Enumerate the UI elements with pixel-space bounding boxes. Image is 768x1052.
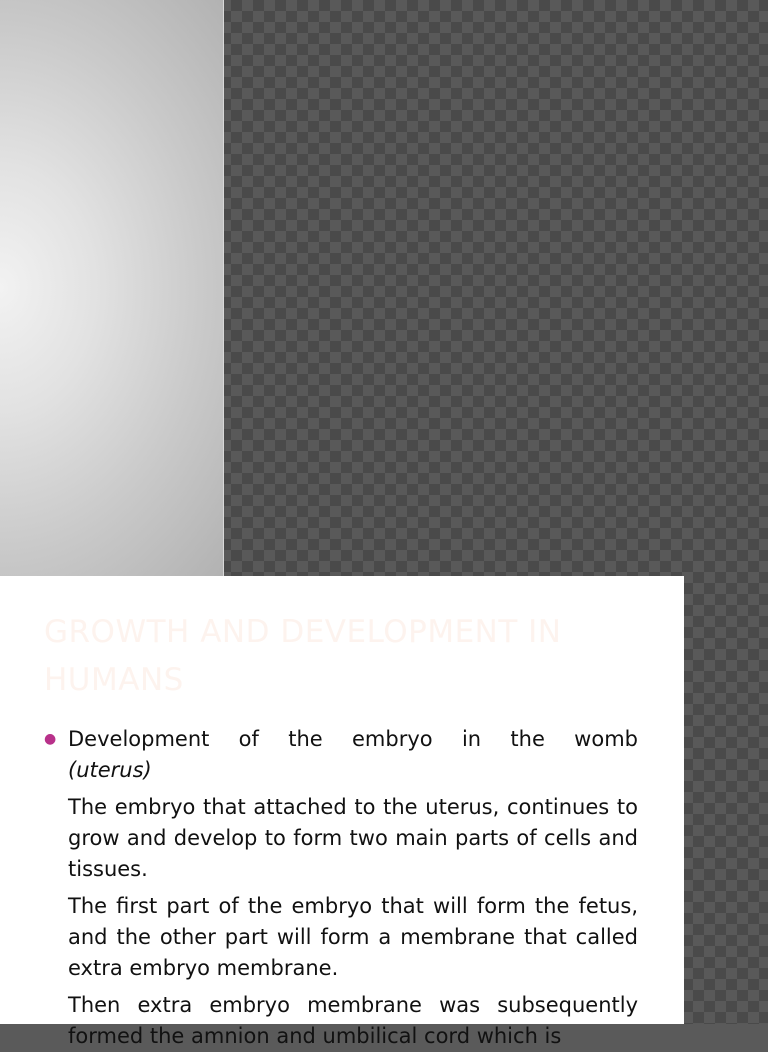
- paragraph-1: The embryo that attached to the uterus, continues to grow and develop to form two main parts of cells and tissues.: [68, 795, 638, 881]
- bullet-heading: [68, 724, 638, 786]
- bullet-heading-italic: (uterus): [68, 758, 152, 782]
- slide-title: GROWTH AND DEVELOPMENT IN HUMANS: [44, 614, 562, 698]
- content-panel: [0, 576, 684, 1048]
- left-gradient-panel: [0, 0, 224, 576]
- bullet-item: [44, 724, 638, 1052]
- bullet-heading-text: Development of the embryo in the womb: [68, 727, 638, 751]
- paragraph-2: The first part of the embryo that will form the fetus, and the other part will form a membrane that called extra embryo membrane.: [68, 894, 638, 980]
- bullet-dot-icon: ●: [44, 731, 57, 747]
- paragraph-3: Then extra embryo membrane was subsequently formed the amnion and umbilical cord which is: [68, 993, 638, 1048]
